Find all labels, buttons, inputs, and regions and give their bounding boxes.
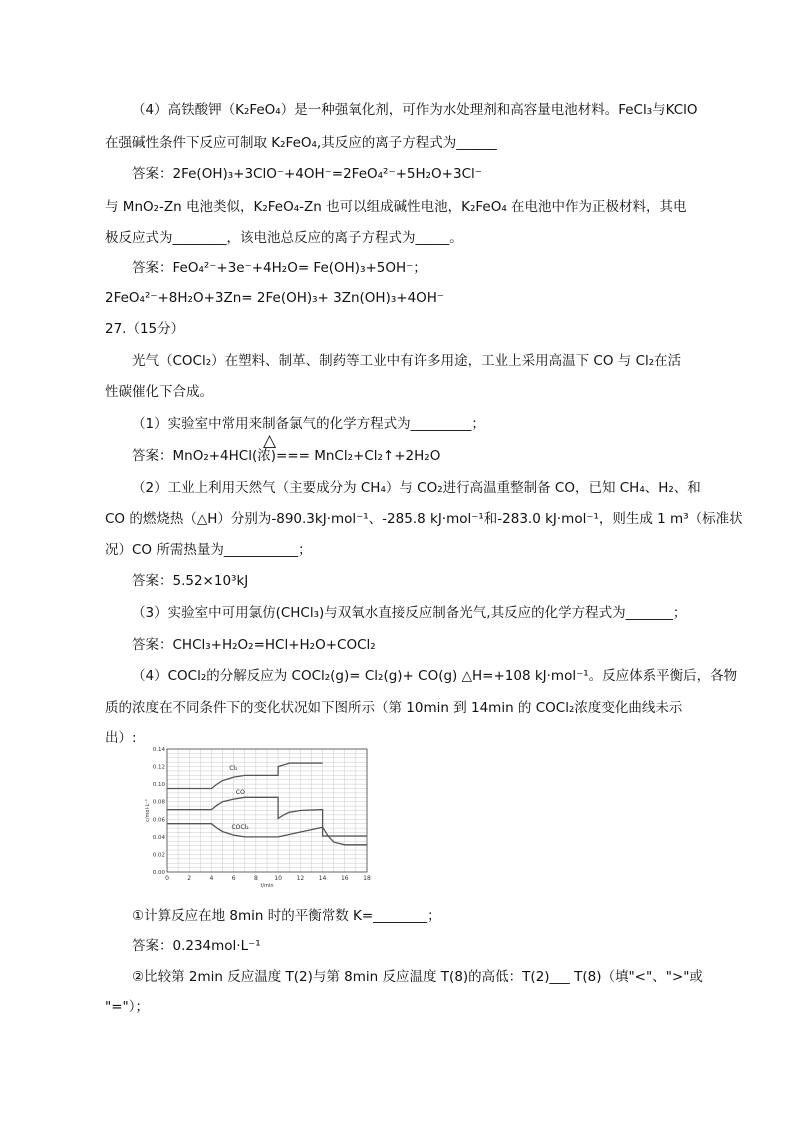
answer-line-5: 答案：5.52×10³kJ xyxy=(132,573,249,589)
text-line-16: ②比较第 2min 反应温度 T(2)与第 8min 反应温度 T(8)的高低：T(2)___ T(8)（填"<"、">"或 xyxy=(132,969,703,985)
series-label-0: Cl₂ xyxy=(229,765,238,773)
y-tick-label: 0.12 xyxy=(152,764,165,771)
answer-line-3: 2FeO₄²⁻+8H₂O+3Zn= 2Fe(OH)₃+ 3Zn(OH)₃+4OH⁻ xyxy=(105,290,445,306)
x-tick-label: 8 xyxy=(253,875,258,882)
answer-line-6: 答案：CHCl₃+H₂O₂=HCl+H₂O+COCl₂ xyxy=(132,637,376,653)
text-line-7: （1）实验室中常用来制备氯气的化学方程式为_________； xyxy=(132,416,485,432)
x-tick-label: 4 xyxy=(209,875,214,882)
answer-line-7: 答案：0.234mol·L⁻¹ xyxy=(132,938,261,954)
x-tick-label: 12 xyxy=(296,875,305,882)
answer-line-2: 答案：FeO₄²⁻+3e⁻+4H₂O= Fe(OH)₃+5OH⁻； xyxy=(132,260,427,276)
text-line-13: 质的浓度在不同条件下的变化状况如下图所示（第 10min 到 14min 的 COCl₂浓度变化曲线未示 xyxy=(105,700,683,716)
text-line-15: ①计算反应在地 8min 时的平衡常数 K=________； xyxy=(132,908,441,924)
y-tick-label: 0.00 xyxy=(152,870,165,876)
x-tick-label: 10 xyxy=(274,875,282,882)
y-tick-label: 0.04 xyxy=(152,834,165,841)
x-tick-label: 2 xyxy=(187,875,192,882)
text-line-17: "="）； xyxy=(105,999,149,1015)
answer-line-1: 答案：2Fe(OH)₃+3ClO⁻+4OH⁻=2FeO₄²⁻+5H₂O+3Cl⁻ xyxy=(132,166,482,182)
x-tick-label: 18 xyxy=(363,875,371,882)
x-tick-label: 6 xyxy=(231,875,236,882)
x-tick-label: 16 xyxy=(340,875,349,882)
text-line-10: 况）CO 所需热量为___________； xyxy=(105,542,312,558)
text-line-8: （2）工业上利用天然气（主要成分为 CH₄）与 CO₂进行高温重整制备 CO，已知 CH₄、H₂、和 xyxy=(132,480,701,496)
text-line-14: 出）: xyxy=(105,730,137,746)
y-tick-label: 0.10 xyxy=(152,782,165,789)
x-tick-label: 0 xyxy=(165,875,169,882)
answer-line-4: 答案：MnO₂+4HCl(浓)=== MnCl₂+Cl₂↑+2H₂O xyxy=(132,448,441,464)
text-line-12: （4）COCl₂的分解反应为 COCl₂(g)= Cl₂(g)+ CO(g) △H=+108 kJ·mol⁻¹。反应体系平衡后，各物 xyxy=(132,668,738,684)
y-tick-label: 0.14 xyxy=(152,747,165,753)
y-tick-label: 0.08 xyxy=(152,799,165,806)
text-line-11: （3）实验室中可用氯仿(CHCl₃)与双氧水直接反应制备光气,其反应的化学方程式为_______； xyxy=(132,605,687,621)
heat-triangle-symbol: △ xyxy=(263,431,277,451)
text-line-9: CO 的燃烧热（△H）分别为-890.3kJ·mol⁻¹、-285.8 kJ·mol⁻¹和-283.0 kJ·mol⁻¹，则生成 1 m³（标准状 xyxy=(105,511,743,527)
series-label-2: COCl₂ xyxy=(231,823,249,831)
text-line-5: 光气（COCl₂）在塑料、制革、制药等工业中有许多用途，工业上采用高温下 CO 与 Cl₂在活 xyxy=(132,353,682,369)
text-line-4: 极反应式为________，该电池总反应的离子方程式为_____。 xyxy=(105,230,463,246)
y-tick-label: 0.02 xyxy=(152,852,165,859)
text-line-2: 在强碱性条件下反应可制取 K₂FeO₄,其反应的离子方程式为______ xyxy=(105,135,497,151)
series-label-1: CO xyxy=(235,788,245,796)
text-line-3: 与 MnO₂-Zn 电池类似，K₂FeO₄-Zn 也可以组成碱性电池，K₂FeO₄ 在电池中作为正极材料，其电 xyxy=(105,199,687,215)
text-line-1: （4）高铁酸钾（K₂FeO₄）是一种强氧化剂，可作为水处理剂和高容量电池材料。FeCl₃与KClO xyxy=(132,102,698,118)
y-axis-label: c/mol·L⁻¹ xyxy=(145,799,151,822)
question-number: 27.（15分） xyxy=(105,321,185,337)
x-tick-label: 14 xyxy=(318,875,327,882)
y-tick-label: 0.06 xyxy=(152,817,165,824)
text-line-6: 性碳催化下合成。 xyxy=(105,384,213,400)
x-axis-label: t/min xyxy=(260,883,274,889)
concentration-time-chart xyxy=(145,745,375,890)
